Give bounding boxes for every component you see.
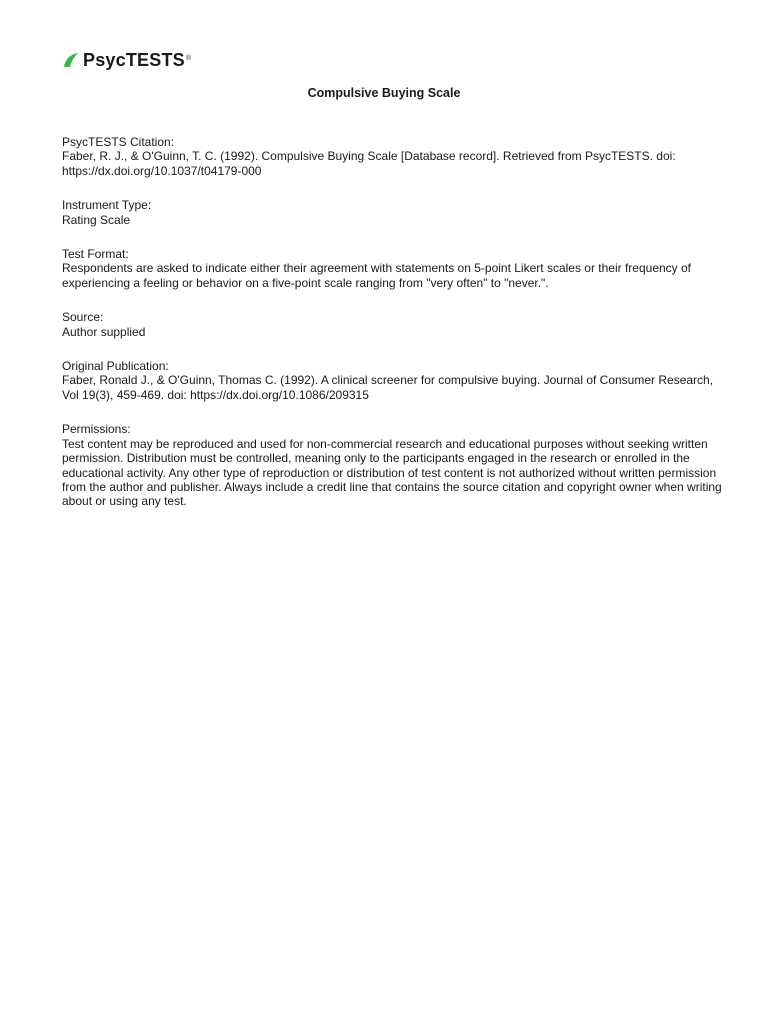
section-label: Source: — [62, 310, 104, 325]
section-label: Test Format: — [62, 247, 129, 262]
section-value: Author supplied — [62, 324, 146, 339]
section-test-format — [62, 247, 722, 290]
section-label: Instrument Type: — [62, 198, 152, 213]
section-instrument-type — [62, 198, 722, 227]
section-label: Original Publication: — [62, 359, 169, 374]
document-body — [62, 135, 722, 529]
registered-mark: ® — [185, 54, 192, 62]
page-title: Compulsive Buying Scale — [307, 86, 461, 100]
section-value: Faber, R. J., & O'Guinn, T. C. (1992). Compulsive Buying Scale [Database record]. Retrieved from PsycTESTS. doi: https://dx.doi.org/10.1037/t04179-000 — [62, 149, 676, 178]
section-label: PsycTESTS Citation: — [62, 135, 175, 149]
psyctests-logo — [62, 48, 191, 72]
section-label: Permissions: — [62, 422, 131, 437]
section-value: Rating Scale — [62, 212, 131, 227]
leaf-icon — [62, 51, 80, 69]
logo-text: PsycTESTS — [83, 50, 185, 70]
section-citation — [62, 135, 722, 178]
section-value: Respondents are asked to indicate either their agreement with statements on 5-point Likert scales or their frequency of experiencing a feeling or behavior on a five-point scale ranging from "very often" to "never.". — [62, 261, 692, 290]
section-original-publication — [62, 359, 722, 402]
section-value: Test content may be reproduced and used for non-commercial research and educational purposes without seeking written permission. Distribution must be controlled, meaning only to the participants engaged in the research or enrolled in the educational activity. Any other type of reproduction or distribution of test content is not authorized without written permission from the author and publisher. Always include a credit line that contains the source citation and copyright owner when writing about or using any test. — [62, 436, 722, 509]
section-permissions — [62, 422, 722, 508]
section-source — [62, 310, 722, 339]
section-value: Faber, Ronald J., & O'Guinn, Thomas C. (1992). A clinical screener for compulsive buying. Journal of Consumer Research, Vol 19(3), 459-469. doi: https://dx.doi.org/10.1086/209315 — [62, 373, 714, 402]
